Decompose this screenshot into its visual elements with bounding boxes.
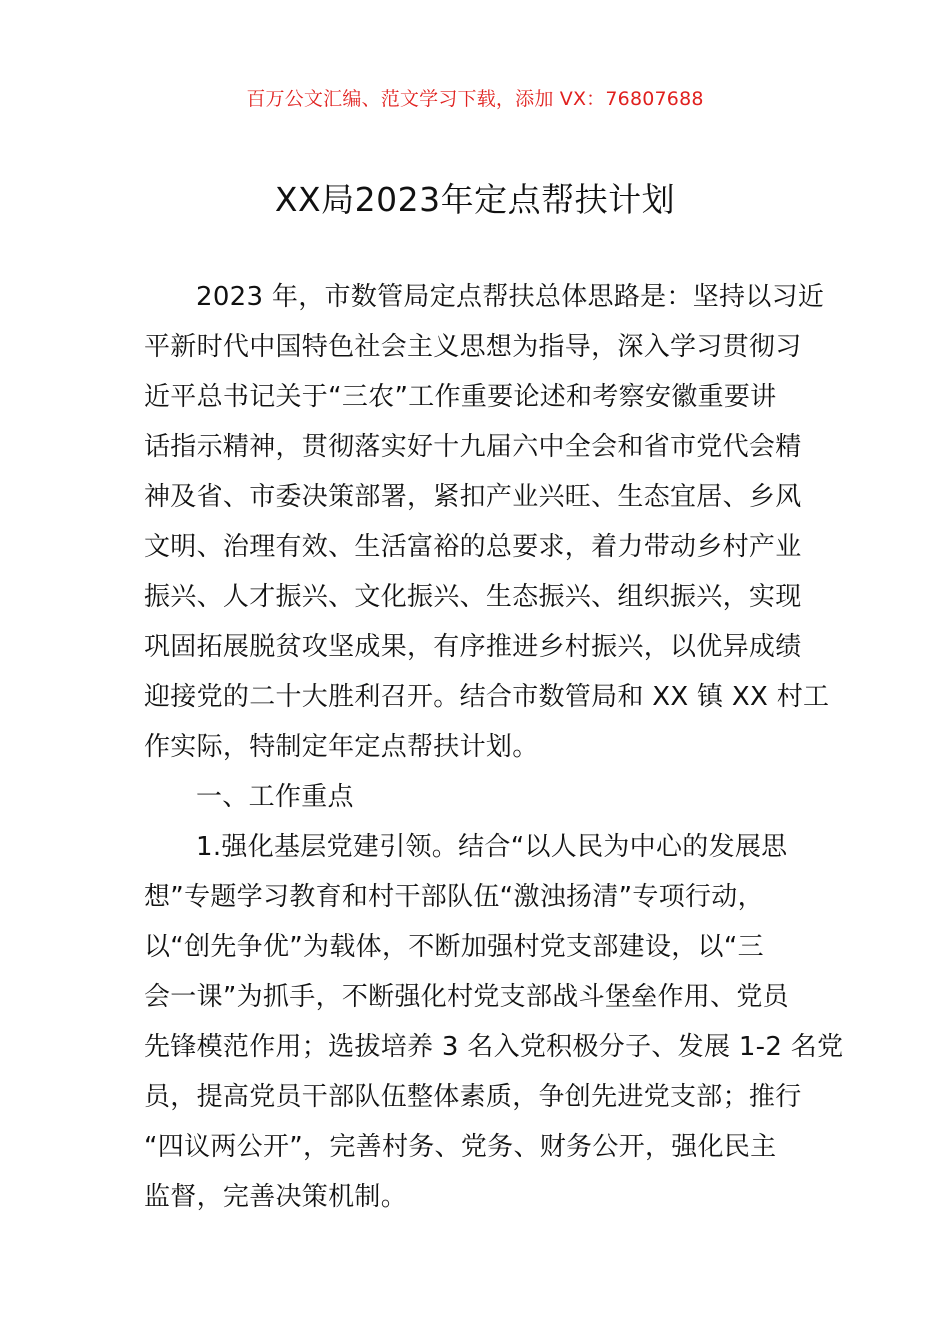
text-line: 想”专题学习教育和村干部队伍“激浊扬清”专项行动，: [144, 882, 764, 912]
document-title: XX局2023年定点帮扶计划: [274, 180, 676, 219]
text-line: 话指示精神，贯彻落实好十九届六中全会和省市党代会精: [144, 432, 802, 462]
text-line: 以“创先争优”为载体，不断加强村党支部建设，以“三: [144, 932, 764, 962]
text-line: 员，提高党员干部队伍整体素质，争创先进党支部；推行: [144, 1082, 802, 1112]
header-watermark-note: 百万公文汇编、范文学习下载，添加 VX：76807688: [246, 88, 704, 110]
text-line: 神及省、市委决策部署，紧扣产业兴旺、生态宜居、乡风: [144, 482, 802, 512]
text-line: 1.强化基层党建引领。结合“以人民为中心的发展思: [196, 832, 788, 862]
text-line: 监督，完善决策机制。: [144, 1182, 408, 1212]
document-body: [144, 272, 844, 1222]
text-line: 2023 年，市数管局定点帮扶总体思路是：坚持以习近: [196, 282, 825, 312]
text-line: 平新时代中国特色社会主义思想为指导，深入学习贯彻习: [144, 332, 802, 362]
section-heading: 一、工作重点: [196, 782, 354, 812]
paragraph-item-1: [144, 822, 844, 1222]
text-line: 作实际，特制定年定点帮扶计划。: [144, 732, 539, 762]
text-line: 近平总书记关于“三农”工作重要论述和考察安徽重要讲: [144, 382, 777, 412]
text-line: 会一课”为抓手，不断强化村党支部战斗堡垒作用、党员: [144, 982, 789, 1012]
text-line: 巩固拓展脱贫攻坚成果，有序推进乡村振兴，以优异成绩: [144, 632, 802, 662]
text-line: 振兴、人才振兴、文化振兴、生态振兴、组织振兴，实现: [144, 582, 802, 612]
section-heading-work-focus: [144, 772, 808, 822]
text-line: 迎接党的二十大胜利召开。结合市数管局和 XX 镇 XX 村工: [144, 682, 830, 712]
paragraph-intro: [144, 272, 830, 772]
text-line: 先锋模范作用；选拔培养 3 名入党积极分子、发展 1-2 名党: [144, 1032, 844, 1062]
text-line: “四议两公开”，完善村务、党务、财务公开，强化民主: [144, 1132, 777, 1162]
text-line: 文明、治理有效、生活富裕的总要求，着力带动乡村产业: [144, 532, 802, 562]
